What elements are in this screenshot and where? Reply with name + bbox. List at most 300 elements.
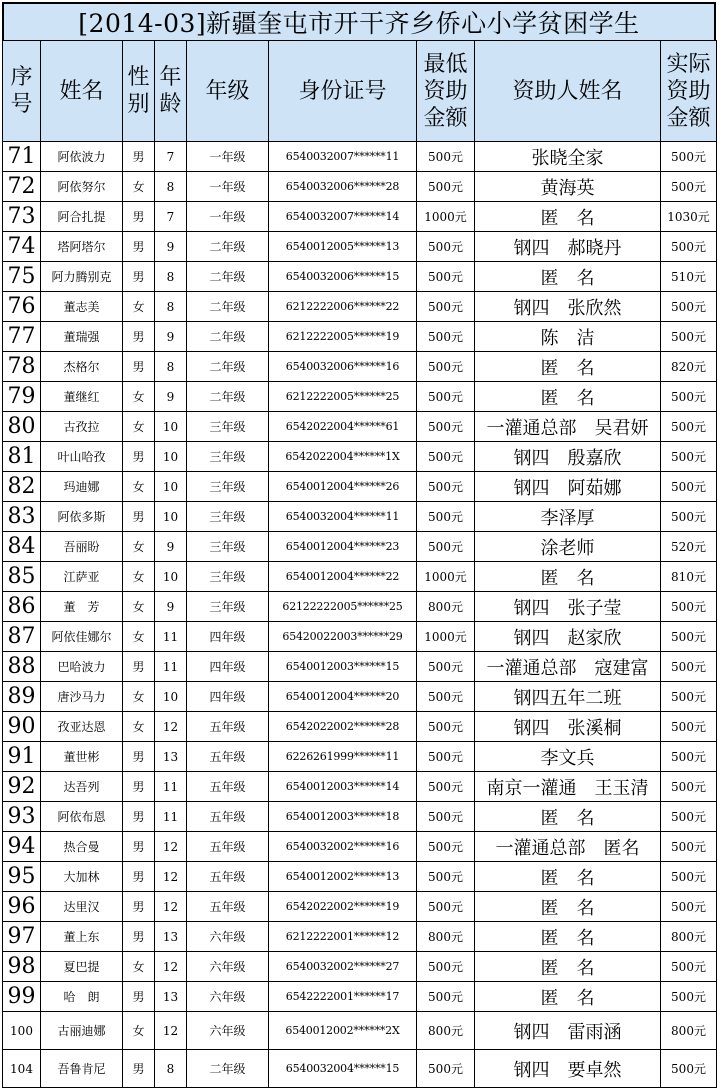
table-row	[3, 592, 717, 622]
cell-min-amount: 500元	[417, 772, 475, 802]
header-row	[3, 41, 717, 142]
cell-id-number: 6540032007******14	[269, 202, 417, 232]
cell-sponsor: 匿 名	[475, 802, 661, 832]
table-row	[3, 772, 717, 802]
table-row	[3, 142, 717, 172]
cell-min-amount: 500元	[417, 382, 475, 412]
cell-grade: 三年级	[187, 442, 269, 472]
cell-gender: 女	[123, 172, 155, 202]
cell-age: 9	[155, 232, 187, 262]
cell-id-number: 6212222005******19	[269, 322, 417, 352]
cell-id-number: 6540032006******16	[269, 352, 417, 382]
cell-min-amount: 500元	[417, 142, 475, 172]
table-row	[3, 1050, 717, 1088]
cell-grade: 三年级	[187, 532, 269, 562]
cell-id-number: 6540012003******18	[269, 802, 417, 832]
cell-sponsor: 南京一灌通 王玉清	[475, 772, 661, 802]
cell-grade: 一年级	[187, 202, 269, 232]
cell-name: 阿依波力	[41, 142, 123, 172]
cell-age: 8	[155, 172, 187, 202]
cell-age: 9	[155, 322, 187, 352]
cell-id-number: 6212222006******22	[269, 292, 417, 322]
cell-actual-amount: 500元	[661, 292, 717, 322]
cell-actual-amount: 500元	[661, 592, 717, 622]
cell-age: 8	[155, 1050, 187, 1088]
cell-index: 83	[3, 502, 41, 532]
cell-grade: 六年级	[187, 922, 269, 952]
cell-sponsor: 匿 名	[475, 952, 661, 982]
cell-id-number: 6540032002******16	[269, 832, 417, 862]
cell-sponsor: 钢四 郝晓丹	[475, 232, 661, 262]
table-row	[3, 892, 717, 922]
cell-sponsor: 钢四 阿茹娜	[475, 472, 661, 502]
cell-name: 塔阿塔尔	[41, 232, 123, 262]
cell-age: 9	[155, 532, 187, 562]
cell-grade: 六年级	[187, 982, 269, 1012]
cell-name: 江萨亚	[41, 562, 123, 592]
cell-age: 13	[155, 742, 187, 772]
header-index: 序号	[3, 41, 41, 142]
cell-age: 7	[155, 142, 187, 172]
cell-min-amount: 500元	[417, 1050, 475, 1088]
cell-min-amount: 500元	[417, 472, 475, 502]
header-age: 年龄	[155, 41, 187, 142]
cell-index: 86	[3, 592, 41, 622]
cell-name: 玛迪娜	[41, 472, 123, 502]
cell-gender: 男	[123, 892, 155, 922]
header-gender: 性别	[123, 41, 155, 142]
cell-age: 12	[155, 862, 187, 892]
cell-index: 99	[3, 982, 41, 1012]
cell-index: 100	[3, 1012, 41, 1050]
cell-gender: 男	[123, 352, 155, 382]
cell-name: 孜亚达恩	[41, 712, 123, 742]
cell-name: 董上东	[41, 922, 123, 952]
cell-actual-amount: 500元	[661, 622, 717, 652]
cell-name: 吾丽盼	[41, 532, 123, 562]
cell-min-amount: 500元	[417, 712, 475, 742]
cell-gender: 男	[123, 802, 155, 832]
table-row	[3, 952, 717, 982]
cell-age: 10	[155, 502, 187, 532]
cell-index: 87	[3, 622, 41, 652]
cell-id-number: 6542022004******61	[269, 412, 417, 442]
cell-actual-amount: 500元	[661, 892, 717, 922]
cell-name: 大加林	[41, 862, 123, 892]
cell-age: 11	[155, 622, 187, 652]
cell-grade: 五年级	[187, 712, 269, 742]
table-row	[3, 652, 717, 682]
cell-sponsor: 钢四 张欣然	[475, 292, 661, 322]
cell-grade: 四年级	[187, 622, 269, 652]
cell-min-amount: 500元	[417, 532, 475, 562]
cell-sponsor: 涂老师	[475, 532, 661, 562]
cell-id-number: 6540012003******14	[269, 772, 417, 802]
cell-name: 董瑞强	[41, 322, 123, 352]
cell-age: 13	[155, 982, 187, 1012]
cell-sponsor: 钢四 张子莹	[475, 592, 661, 622]
cell-actual-amount: 500元	[661, 862, 717, 892]
header-actual-amount: 实际资助金额	[661, 41, 717, 142]
cell-sponsor: 黄海英	[475, 172, 661, 202]
cell-id-number: 65420022003******29	[269, 622, 417, 652]
cell-name: 董世彬	[41, 742, 123, 772]
table-row	[3, 982, 717, 1012]
cell-actual-amount: 500元	[661, 802, 717, 832]
cell-index: 79	[3, 382, 41, 412]
cell-min-amount: 500元	[417, 862, 475, 892]
cell-grade: 三年级	[187, 562, 269, 592]
cell-age: 10	[155, 562, 187, 592]
cell-name: 叶山哈孜	[41, 442, 123, 472]
table-row	[3, 202, 717, 232]
cell-sponsor: 匿 名	[475, 892, 661, 922]
table-body	[3, 142, 717, 1088]
table-row	[3, 922, 717, 952]
cell-sponsor: 钢四 要卓然	[475, 1050, 661, 1088]
cell-actual-amount: 500元	[661, 172, 717, 202]
cell-gender: 女	[123, 952, 155, 982]
cell-index: 77	[3, 322, 41, 352]
cell-gender: 男	[123, 202, 155, 232]
cell-index: 85	[3, 562, 41, 592]
cell-sponsor: 匿 名	[475, 352, 661, 382]
table-row	[3, 712, 717, 742]
cell-actual-amount: 800元	[661, 1012, 717, 1050]
cell-min-amount: 500元	[417, 502, 475, 532]
cell-grade: 二年级	[187, 352, 269, 382]
cell-grade: 三年级	[187, 502, 269, 532]
cell-age: 11	[155, 802, 187, 832]
cell-actual-amount: 500元	[661, 142, 717, 172]
cell-sponsor: 一灌通总部 寇建富	[475, 652, 661, 682]
cell-actual-amount: 500元	[661, 742, 717, 772]
cell-name: 古孜拉	[41, 412, 123, 442]
table-row	[3, 322, 717, 352]
cell-age: 12	[155, 712, 187, 742]
cell-age: 11	[155, 772, 187, 802]
cell-gender: 女	[123, 472, 155, 502]
cell-actual-amount: 500元	[661, 472, 717, 502]
cell-sponsor: 钢四 殷嘉欣	[475, 442, 661, 472]
cell-name: 古丽迪娜	[41, 1012, 123, 1050]
cell-id-number: 6540012003******15	[269, 652, 417, 682]
cell-age: 8	[155, 262, 187, 292]
sheet-title: [2014-03]新疆奎屯市开干齐乡侨心小学贫困学生	[2, 2, 716, 40]
cell-gender: 男	[123, 442, 155, 472]
cell-id-number: 6542222001******17	[269, 982, 417, 1012]
cell-actual-amount: 810元	[661, 562, 717, 592]
table-row	[3, 262, 717, 292]
header-grade: 年级	[187, 41, 269, 142]
cell-gender: 男	[123, 652, 155, 682]
cell-index: 72	[3, 172, 41, 202]
cell-gender: 女	[123, 592, 155, 622]
cell-actual-amount: 500元	[661, 772, 717, 802]
cell-actual-amount: 500元	[661, 232, 717, 262]
cell-grade: 二年级	[187, 382, 269, 412]
cell-gender: 男	[123, 1050, 155, 1088]
cell-sponsor: 匿 名	[475, 562, 661, 592]
cell-gender: 女	[123, 1012, 155, 1050]
table-row	[3, 412, 717, 442]
cell-gender: 女	[123, 382, 155, 412]
cell-id-number: 62122222005******25	[269, 592, 417, 622]
cell-grade: 五年级	[187, 802, 269, 832]
cell-gender: 男	[123, 922, 155, 952]
table-row	[3, 802, 717, 832]
cell-sponsor: 陈 洁	[475, 322, 661, 352]
cell-index: 74	[3, 232, 41, 262]
cell-name: 阿依努尔	[41, 172, 123, 202]
table-row	[3, 472, 717, 502]
cell-actual-amount: 500元	[661, 322, 717, 352]
cell-id-number: 6540032004******15	[269, 1050, 417, 1088]
cell-id-number: 6540032006******28	[269, 172, 417, 202]
cell-min-amount: 800元	[417, 592, 475, 622]
cell-name: 阿依佳娜尔	[41, 622, 123, 652]
cell-gender: 男	[123, 982, 155, 1012]
cell-index: 98	[3, 952, 41, 982]
cell-grade: 三年级	[187, 412, 269, 442]
cell-min-amount: 500元	[417, 682, 475, 712]
cell-index: 90	[3, 712, 41, 742]
cell-actual-amount: 500元	[661, 952, 717, 982]
cell-index: 73	[3, 202, 41, 232]
table-row	[3, 682, 717, 712]
cell-id-number: 6540012004******20	[269, 682, 417, 712]
cell-grade: 五年级	[187, 892, 269, 922]
cell-min-amount: 500元	[417, 742, 475, 772]
cell-index: 93	[3, 802, 41, 832]
header-id-number: 身份证号	[269, 41, 417, 142]
cell-grade: 三年级	[187, 592, 269, 622]
cell-actual-amount: 500元	[661, 442, 717, 472]
cell-sponsor: 张晓全家	[475, 142, 661, 172]
cell-name: 巴哈波力	[41, 652, 123, 682]
cell-sponsor: 匿 名	[475, 202, 661, 232]
cell-name: 唐沙马力	[41, 682, 123, 712]
cell-index: 89	[3, 682, 41, 712]
cell-id-number: 6212222001******12	[269, 922, 417, 952]
cell-index: 104	[3, 1050, 41, 1088]
cell-name: 阿依多斯	[41, 502, 123, 532]
cell-grade: 三年级	[187, 472, 269, 502]
cell-gender: 女	[123, 622, 155, 652]
cell-gender: 女	[123, 682, 155, 712]
cell-grade: 五年级	[187, 832, 269, 862]
cell-actual-amount: 820元	[661, 352, 717, 382]
cell-id-number: 6540032004******11	[269, 502, 417, 532]
cell-grade: 四年级	[187, 682, 269, 712]
cell-gender: 男	[123, 142, 155, 172]
table-row	[3, 442, 717, 472]
cell-name: 阿依布恩	[41, 802, 123, 832]
cell-age: 8	[155, 352, 187, 382]
cell-sponsor: 匿 名	[475, 262, 661, 292]
cell-min-amount: 500元	[417, 352, 475, 382]
cell-actual-amount: 1030元	[661, 202, 717, 232]
cell-gender: 女	[123, 412, 155, 442]
cell-age: 10	[155, 682, 187, 712]
cell-age: 12	[155, 1012, 187, 1050]
cell-id-number: 6212222005******25	[269, 382, 417, 412]
cell-index: 96	[3, 892, 41, 922]
cell-min-amount: 500元	[417, 262, 475, 292]
cell-name: 哈 朗	[41, 982, 123, 1012]
cell-gender: 男	[123, 322, 155, 352]
cell-gender: 女	[123, 712, 155, 742]
cell-age: 9	[155, 592, 187, 622]
table-row	[3, 532, 717, 562]
cell-age: 11	[155, 652, 187, 682]
cell-actual-amount: 500元	[661, 982, 717, 1012]
cell-sponsor: 李文兵	[475, 742, 661, 772]
table-row	[3, 622, 717, 652]
cell-id-number: 6540012004******26	[269, 472, 417, 502]
cell-index: 75	[3, 262, 41, 292]
cell-gender: 男	[123, 862, 155, 892]
cell-actual-amount: 510元	[661, 262, 717, 292]
student-table	[2, 40, 717, 1088]
cell-id-number: 6540032007******11	[269, 142, 417, 172]
cell-gender: 男	[123, 772, 155, 802]
cell-age: 10	[155, 412, 187, 442]
cell-name: 董继红	[41, 382, 123, 412]
cell-id-number: 6542022002******28	[269, 712, 417, 742]
cell-sponsor: 匿 名	[475, 862, 661, 892]
cell-id-number: 6226261999******11	[269, 742, 417, 772]
cell-age: 7	[155, 202, 187, 232]
cell-gender: 男	[123, 502, 155, 532]
table-row	[3, 742, 717, 772]
cell-actual-amount: 500元	[661, 832, 717, 862]
table-row	[3, 862, 717, 892]
cell-id-number: 6540012002******2X	[269, 1012, 417, 1050]
cell-gender: 女	[123, 292, 155, 322]
cell-sponsor: 一灌通总部 匿名	[475, 832, 661, 862]
cell-grade: 一年级	[187, 142, 269, 172]
cell-sponsor: 匿 名	[475, 922, 661, 952]
cell-grade: 五年级	[187, 772, 269, 802]
cell-index: 94	[3, 832, 41, 862]
cell-min-amount: 500元	[417, 652, 475, 682]
cell-name: 阿合扎提	[41, 202, 123, 232]
cell-min-amount: 500元	[417, 412, 475, 442]
cell-index: 76	[3, 292, 41, 322]
cell-actual-amount: 500元	[661, 682, 717, 712]
cell-gender: 男	[123, 742, 155, 772]
cell-min-amount: 500元	[417, 982, 475, 1012]
cell-id-number: 6542022002******19	[269, 892, 417, 922]
cell-min-amount: 500元	[417, 892, 475, 922]
cell-sponsor: 钢四 张溪桐	[475, 712, 661, 742]
cell-min-amount: 500元	[417, 172, 475, 202]
table-row	[3, 832, 717, 862]
cell-actual-amount: 800元	[661, 922, 717, 952]
cell-index: 97	[3, 922, 41, 952]
cell-index: 78	[3, 352, 41, 382]
table-row	[3, 1012, 717, 1050]
cell-id-number: 6540012005******13	[269, 232, 417, 262]
cell-grade: 二年级	[187, 232, 269, 262]
cell-sponsor: 钢四 赵家欣	[475, 622, 661, 652]
cell-min-amount: 500元	[417, 802, 475, 832]
cell-gender: 女	[123, 532, 155, 562]
header-sponsor: 资助人姓名	[475, 41, 661, 142]
cell-id-number: 6540012002******13	[269, 862, 417, 892]
cell-gender: 男	[123, 262, 155, 292]
cell-min-amount: 1000元	[417, 202, 475, 232]
cell-grade: 四年级	[187, 652, 269, 682]
cell-index: 80	[3, 412, 41, 442]
cell-name: 阿力腾别克	[41, 262, 123, 292]
cell-index: 81	[3, 442, 41, 472]
cell-index: 95	[3, 862, 41, 892]
cell-id-number: 6540012004******23	[269, 532, 417, 562]
cell-index: 71	[3, 142, 41, 172]
cell-name: 达里汉	[41, 892, 123, 922]
table-row	[3, 292, 717, 322]
cell-actual-amount: 500元	[661, 652, 717, 682]
cell-index: 92	[3, 772, 41, 802]
cell-min-amount: 500元	[417, 322, 475, 352]
cell-min-amount: 800元	[417, 922, 475, 952]
cell-name: 董 芳	[41, 592, 123, 622]
header-min-amount: 最低资助金额	[417, 41, 475, 142]
cell-age: 10	[155, 472, 187, 502]
cell-age: 9	[155, 382, 187, 412]
cell-sponsor: 钢四 雷雨涵	[475, 1012, 661, 1050]
cell-sponsor: 李泽厚	[475, 502, 661, 532]
cell-gender: 女	[123, 562, 155, 592]
cell-gender: 男	[123, 832, 155, 862]
cell-name: 吾鲁肯尼	[41, 1050, 123, 1088]
cell-min-amount: 500元	[417, 232, 475, 262]
cell-grade: 二年级	[187, 262, 269, 292]
header-name: 姓名	[41, 41, 123, 142]
cell-name: 达吾列	[41, 772, 123, 802]
cell-grade: 五年级	[187, 862, 269, 892]
cell-sponsor: 钢四五年二班	[475, 682, 661, 712]
cell-min-amount: 500元	[417, 952, 475, 982]
cell-index: 82	[3, 472, 41, 502]
cell-id-number: 6540032002******27	[269, 952, 417, 982]
student-sheet	[2, 2, 716, 1088]
cell-grade: 二年级	[187, 292, 269, 322]
cell-min-amount: 1000元	[417, 622, 475, 652]
cell-min-amount: 800元	[417, 1012, 475, 1050]
table-row	[3, 562, 717, 592]
cell-sponsor: 匿 名	[475, 982, 661, 1012]
cell-grade: 一年级	[187, 172, 269, 202]
table-row	[3, 502, 717, 532]
cell-grade: 二年级	[187, 322, 269, 352]
cell-sponsor: 一灌通总部 吴君妍	[475, 412, 661, 442]
cell-index: 91	[3, 742, 41, 772]
table-row	[3, 172, 717, 202]
cell-id-number: 6540012004******22	[269, 562, 417, 592]
cell-min-amount: 500元	[417, 292, 475, 322]
cell-grade: 五年级	[187, 742, 269, 772]
cell-name: 杰格尔	[41, 352, 123, 382]
cell-actual-amount: 500元	[661, 412, 717, 442]
table-row	[3, 382, 717, 412]
cell-age: 8	[155, 292, 187, 322]
table-row	[3, 352, 717, 382]
cell-index: 84	[3, 532, 41, 562]
cell-actual-amount: 500元	[661, 502, 717, 532]
